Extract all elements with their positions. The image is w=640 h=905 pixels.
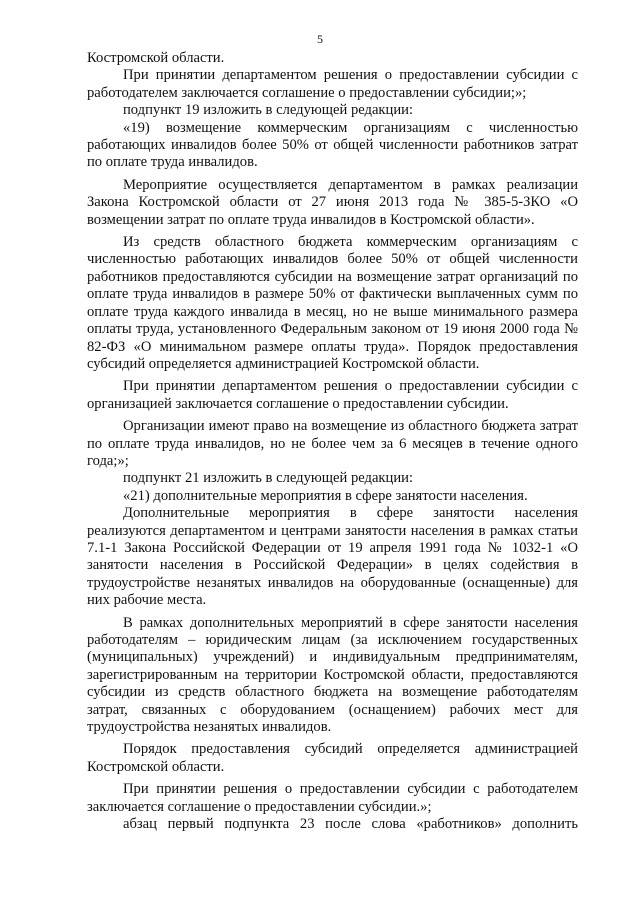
document-body bbox=[87, 50, 578, 833]
paragraph: абзац первый подпункта 23 после слова «работников» дополнить bbox=[123, 816, 578, 833]
paragraph: Организации имеют право на возмещение из областного бюджета затрат по оплате труда инвалидов, но не более чем за 6 месяцев в течение одного года;»; bbox=[87, 418, 578, 469]
paragraph: «19) возмещение коммерческим организациям с численностью работающих инвалидов более 50% от общей численности работников затрат по оплате труда инвалидов. bbox=[87, 119, 578, 171]
paragraph: «21) дополнительные мероприятия в сфере занятости населения. bbox=[123, 487, 528, 504]
paragraph: При принятии департаментом решения о предоставлении субсидии с организацией заключается соглашение о предоставлении субсидии. bbox=[87, 378, 578, 412]
paragraph: Из средств областного бюджета коммерческим организациям с численностью работающих инвалидов более 50% от общей численности работников предоставляются субсидии на возмещение затрат организаций по оплате труда инвалидов в размере 50% от фактически выплаченных сумм по оплате труда каждого инвалида в месяц, но не выше минимального размера оплаты труда, установленного Федеральным законом от 19 июня 2000 года № 82-ФЗ «О минимальном размере оплаты труда». Порядок предоставления субсидий определяется администрацией Костромской области. bbox=[87, 234, 578, 372]
paragraph: Костромской области. bbox=[87, 50, 225, 66]
paragraph: При принятии решения о предоставлении субсидии с работодателем заключается соглашение о предоставлении субсидии.»; bbox=[87, 781, 578, 815]
page-number: 5 bbox=[317, 32, 323, 46]
paragraph: Мероприятие осуществляется департаментом в рамках реализации Закона Костромской области от 27 июня 2013 года № 385-5-ЗКО «О возмещении затрат по оплате труда инвалидов в Костромской области». bbox=[87, 176, 578, 228]
paragraph: При принятии департаментом решения о предоставлении субсидии с работодателем заключается соглашение о предоставлении субсидии;»; bbox=[87, 67, 578, 101]
paragraph: Дополнительные мероприятия в сфере занятости населения реализуются департаментом и центрами занятости населения в рамках статьи 7.1-1 Закона Российской Федерации от 19 апреля 1991 года № 1032-1 «О занятости населения в Российской Федерации» в целях содействия в трудоустройстве незанятых инвалидов на оборудованные (оснащенные) для них рабочие места. bbox=[87, 505, 578, 609]
paragraph: Порядок предоставления субсидий определяется администрацией Костромской области. bbox=[87, 741, 578, 775]
paragraph: подпункт 19 изложить в следующей редакции: bbox=[123, 102, 414, 119]
paragraph: В рамках дополнительных мероприятий в сфере занятости населения работодателям – юридическим лицам (за исключением государственных (муниципальных) учреждений) и индивидуальным предпринимателям, зарегистрированным на территории Костромской области, предоставляются субсидии из средств областного бюджета на возмещение работодателям затрат, связанных с оборудованием (оснащением) рабочих мест для трудоустройства незанятых инвалидов. bbox=[87, 614, 578, 736]
paragraph: подпункт 21 изложить в следующей редакции: bbox=[123, 470, 414, 487]
